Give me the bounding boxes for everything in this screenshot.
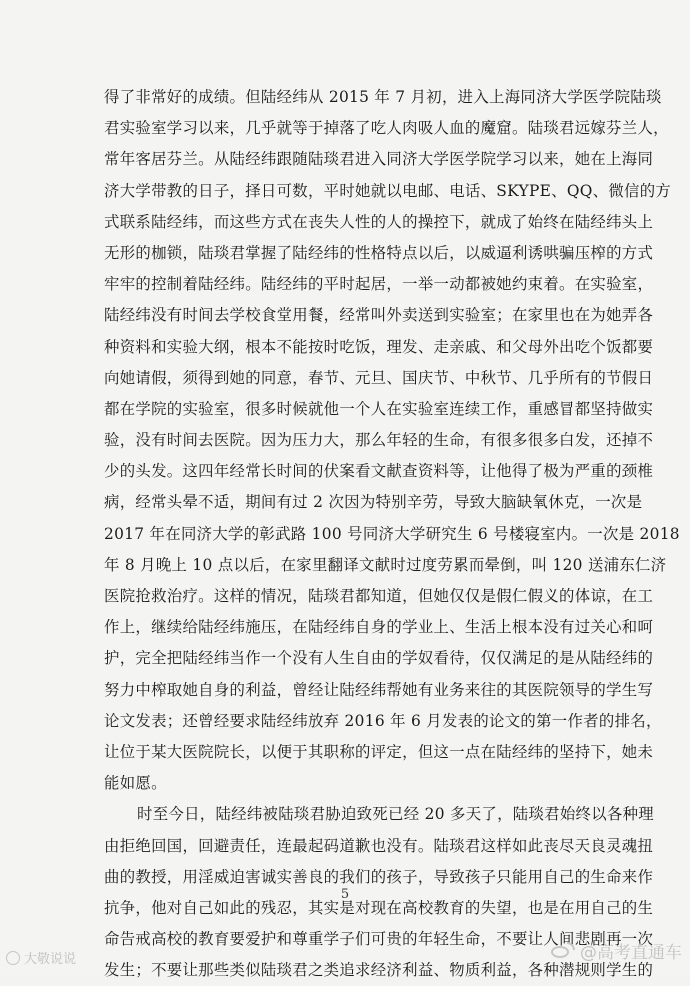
text-line: 论文发表；还曾经要求陆经纬放弃 2016 年 6 月发表的论文的第一作者的排名， — [104, 711, 662, 730]
watermark-right-text: @高考直通车 — [580, 943, 682, 963]
text-line: 年 8 月晚上 10 点以后，在家里翻译文献时过度劳累而晕倒，叫 120 送浦东仁济 — [104, 555, 667, 574]
text-line: 少的头发。这四年经常长时间的伏案看文献查资料等，让他得了极为严重的颈椎 — [104, 462, 654, 481]
text-line: 能如愿。 — [104, 774, 167, 793]
watermark-left — [6, 948, 76, 967]
text-line: 医院抢救治疗。这样的情况，陆琰君都知道，但她仅仅是假仁假义的体谅，在工 — [104, 587, 654, 605]
text-line: 牢牢的控制着陆经纬。陆经纬的平时起居，一举一动都被她约束着。在实验室， — [104, 275, 654, 294]
text-line: 命告戒高校的教育要爱护和尊重学子们可贵的年轻生命，不要让人间悲剧再一次 — [104, 930, 654, 949]
text-line: 常年客居芬兰。从陆经纬跟随陆琰君进入同济大学医学院学习以来，她在上海同 — [104, 150, 654, 169]
text-line: 济大学带教的日子，择日可数，平时她就以电邮、电话、SKYPE、QQ、微信的方 — [104, 181, 672, 200]
text-line: 让位于某大医院院长，以便于其职称的评定，但这一点在陆经纬的坚持下，她未 — [104, 742, 654, 761]
text-line: 验，没有时间去医院。因为压力大，那么年轻的生命，有很多很多白发，还掉不 — [104, 431, 654, 450]
text-line: 式联系陆经纬，而这些方式在丧失人性的人的操控下，就成了始终在陆经纬头上 — [104, 212, 654, 231]
weibo-icon — [549, 942, 577, 960]
text-line: 得了非常好的成绩。但陆经纬从 2015 年 7 月初，进入上海同济大学医学院陆琰 — [104, 88, 662, 106]
text-line: 病，经常头晕不适，期间有过 2 次因为特别辛劳，导致大脑缺氧休克，一次是 — [104, 493, 643, 512]
text-line: 种资料和实验大纲，根本不能按时吃饭，理发、走亲戚、和父母外出吃个饭都要 — [104, 337, 654, 356]
text-line: 由拒绝回国，回避责任，连最起码道歉也没有。陆琰君这样如此丧尽天良灵魂扭 — [104, 836, 654, 855]
watermark-left-text: 大敬说说 — [24, 952, 77, 967]
text-line: 君实验室学习以来，几乎就等于掉落了吃人肉吸人血的魔窟。陆琰君远嫁芬兰人， — [104, 119, 669, 138]
paragraph-first-line: 时至今日，陆经纬被陆琰君胁迫致死已经 20 多天了，陆琰君始终以各种理 — [137, 805, 654, 824]
text-line: 2017 年在同济大学的彰武路 100 号同济大学研究生 6 号楼寝室内。一次是 2018 — [104, 524, 680, 543]
page-number: 5 — [340, 887, 350, 902]
text-line: 发生；不要让那些类似陆琰君之类追求经济利益、物质利益，各种潜规则学生的 — [104, 961, 654, 980]
text-line: 护，完全把陆经纬当作一个没有人生自由的学奴看待，仅仅满足的是从陆经纬的 — [104, 649, 654, 668]
text-line: 无形的枷锁，陆琰君掌握了陆经纬的性格特点以后，以威逼利诱哄骗压榨的方式 — [104, 243, 654, 262]
watermark-logo-icon — [6, 951, 20, 965]
text-line: 向她请假，须得到她的同意，春节、元旦、国庆节、中秋节、几乎所有的节假日 — [104, 368, 654, 387]
text-line: 曲的教授，用淫威迫害诚实善良的我们的孩子，导致孩子只能用自己的生命来作 — [104, 867, 654, 886]
text-line: 努力中榨取她自身的利益，曾经让陆经纬帮她有业务来往的其医院领导的学生写 — [104, 680, 654, 699]
text-line: 抗争，他对自己如此的残忍，其实是对现在高校教育的失望，也是在用自己的生 — [104, 898, 654, 917]
text-line: 都在学院的实验室，很多时候就他一个人在实验室连续工作，重感冒都坚持做实 — [104, 399, 654, 418]
watermark-right — [549, 938, 682, 963]
text-line: 作上，继续给陆经纬施压，在陆经纬自身的学业上、生活上根本没有过关心和呵 — [104, 618, 654, 637]
text-line: 陆经纬没有时间去学校食堂用餐，经常叫外卖送到实验室；在家里也在为她弄各 — [104, 306, 654, 325]
